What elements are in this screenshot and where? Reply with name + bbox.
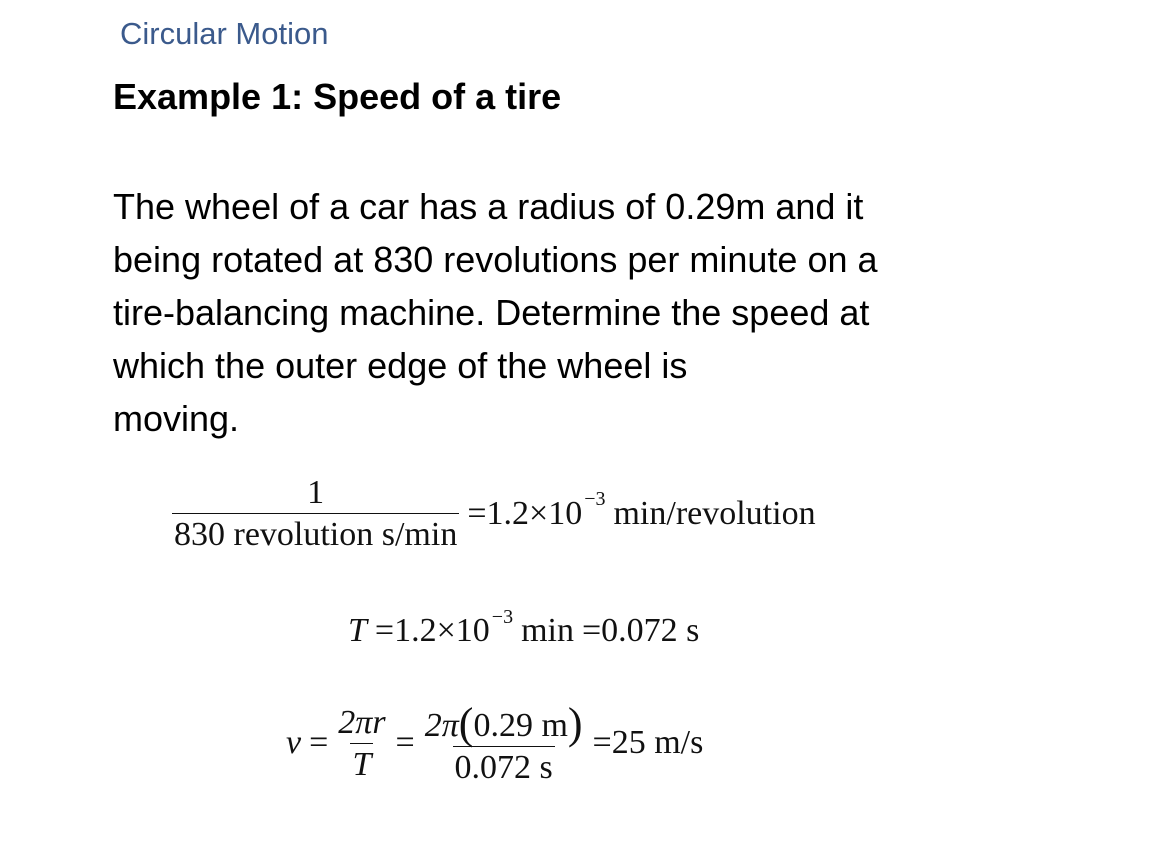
paren-open: ( — [458, 699, 474, 748]
equals-sign: = — [467, 494, 487, 532]
problem-line: moving. — [113, 398, 240, 439]
problem-line: The wheel of a car has a radius of 0.29m and it — [113, 186, 864, 227]
fraction-numerator: 2πr — [338, 703, 386, 741]
equation-period — [348, 605, 700, 650]
fraction — [336, 704, 387, 784]
radius-value: 0.29 m — [473, 707, 568, 744]
equals-sign: = — [309, 724, 329, 762]
exponent: −3 — [584, 488, 606, 511]
problem-line: being rotated at 830 revolutions per minute on a — [113, 239, 878, 280]
equals-sign: = — [581, 612, 602, 649]
two-pi: 2π — [424, 707, 459, 744]
equals-sign: = — [374, 612, 395, 649]
problem-line: tire-balancing machine. Determine the speed at — [113, 292, 870, 333]
variable-T: T — [348, 612, 367, 649]
section-title: Circular Motion — [120, 16, 329, 51]
fraction-numerator: 1 — [307, 474, 325, 511]
equation-period-conversion — [172, 474, 816, 554]
fraction-numerator — [423, 700, 585, 746]
fraction-denominator: 0.072 s — [453, 746, 555, 786]
fraction — [172, 474, 459, 554]
mantissa: 1.2×10 — [394, 612, 490, 649]
unit: min — [521, 612, 574, 649]
fraction-denominator: 830 revolution s/min — [172, 513, 459, 553]
equals-sign: = — [395, 724, 415, 762]
fraction — [423, 700, 585, 787]
equation-speed — [286, 700, 703, 787]
mantissa: 1.2×10 — [486, 494, 583, 532]
result: 0.072 s — [601, 612, 700, 649]
example-heading: Example 1: Speed of a tire — [113, 76, 562, 117]
fraction-denominator: T — [350, 743, 373, 783]
paren-close: ) — [567, 699, 583, 748]
problem-line: which the outer edge of the wheel is — [113, 345, 688, 386]
equals-sign: = — [592, 724, 612, 762]
result: 25 m/s — [611, 724, 704, 762]
problem-statement — [113, 180, 1073, 445]
variable-v: v — [286, 724, 302, 762]
unit: min/revolution — [613, 494, 816, 532]
exponent: −3 — [491, 605, 514, 628]
